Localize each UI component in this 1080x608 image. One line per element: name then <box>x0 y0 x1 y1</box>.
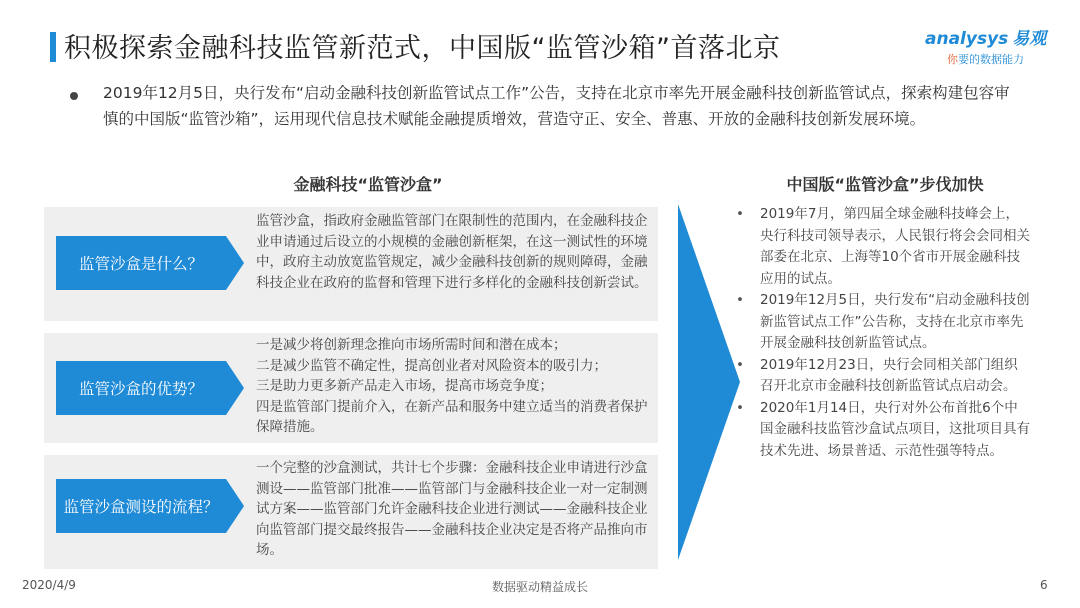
row-text-advantages <box>256 335 652 438</box>
logo-slogan <box>947 51 1024 67</box>
analysys-logo <box>925 24 1075 74</box>
advantage-line: 三是助力更多新产品走入市场，提高市场竞争度； <box>256 378 553 394</box>
intro-paragraph: 2019年12月5日，央行发布“启动金融科技创新监管试点工作”公告，支持在北京市率先开展金融科技创新监管试点，探索构建包容审慎的中国版“监管沙箱”，运用现代信息技术赋能金融提质增效，营造守正、安全、普惠、开放的金融科技创新发展环境。 <box>103 84 1010 128</box>
advantage-line: 一是减少将创新理念推向市场所需时间和潜在成本； <box>256 337 567 353</box>
bullet-icon <box>70 92 78 100</box>
logo-wordmark <box>925 24 1046 49</box>
list-item: • 2019年7月，第四届全球金融科技峰会上，央行科技司领导表示，人民银行将会会同相关部委在北京、上海等10个省市开展金融科技应用的试点。 <box>760 204 1030 290</box>
label-sandbox-process: 监管沙盒测设的流程？ <box>56 479 226 533</box>
label-sandbox-advantages: 监管沙盒的优势？ <box>56 361 226 415</box>
logo-slogan-first-char: 你 <box>947 53 958 66</box>
page-title: 积极探索金融科技监管新范式，中国版“监管沙箱”首落北京 <box>64 33 781 64</box>
footer-slogan: 数据驱动精益成长 <box>491 580 588 594</box>
label-arrow-icon <box>226 361 244 415</box>
chevron-right-icon <box>678 204 740 560</box>
list-item: • 2019年12月23日，央行会同相关部门组织召开北京市金融科技创新监管试点启动会。 <box>760 355 1030 398</box>
list-item: • 2020年1月14日，央行对外公布首批6个中国金融科技监管沙盒试点项目，这批项目具有技术先进、场景普适、示范性强等特点。 <box>760 398 1030 463</box>
list-item: • 2019年12月5日，央行发布“启动金融科技创新监管试点工作”公告称，支持在北京市率先开展金融科技创新监管试点。 <box>760 290 1030 355</box>
right-timeline-list <box>760 204 1030 462</box>
label-arrow-icon <box>226 236 244 290</box>
title-accent-bar <box>50 32 56 62</box>
advantage-line: 二是减少监管不确定性，提高创业者对风险资本的吸引力； <box>256 357 607 374</box>
advantage-line: 四是监管部门提前介入，在新产品和服务中建立适当的消费者保护保障措施。 <box>256 398 648 435</box>
logo-en-text: analysys <box>925 29 1009 49</box>
left-section-heading: 金融科技“监管沙盒” <box>293 175 443 194</box>
right-section-heading: 中国版“监管沙盒”步伐加快 <box>786 175 984 194</box>
row-text-definition: 监管沙盒，指政府金融监管部门在限制性的范围内，在金融科技企业申请通过后设立的小规模的金融创新框架，在这一测试性的环境中，政府主动放宽监管规定，减少金融科技创新的规则障碍，金融科技企业在政府的监督和管理下进行多样化的金融科技创新尝试。 <box>256 213 648 291</box>
logo-slogan-rest: 要的数据能力 <box>958 53 1024 66</box>
row-text-process: 一个完整的沙盒测试，共计七个步骤：金融科技企业申请进行沙盒测设——监管部门批准——监管部门与金融科技企业一对一定制测试方案——监管部门允许金融科技企业进行测试——金融科技企业向监管部门提交最终报告——金融科技企业决定是否将产品推向市场。 <box>256 460 648 558</box>
label-what-is-sandbox: 监管沙盒是什么？ <box>56 236 226 290</box>
label-arrow-icon <box>226 479 244 533</box>
logo-cn-text: 易观 <box>1012 29 1047 49</box>
footer-date: 2020/4/9 <box>22 578 76 592</box>
page-number: 6 <box>1040 578 1048 592</box>
